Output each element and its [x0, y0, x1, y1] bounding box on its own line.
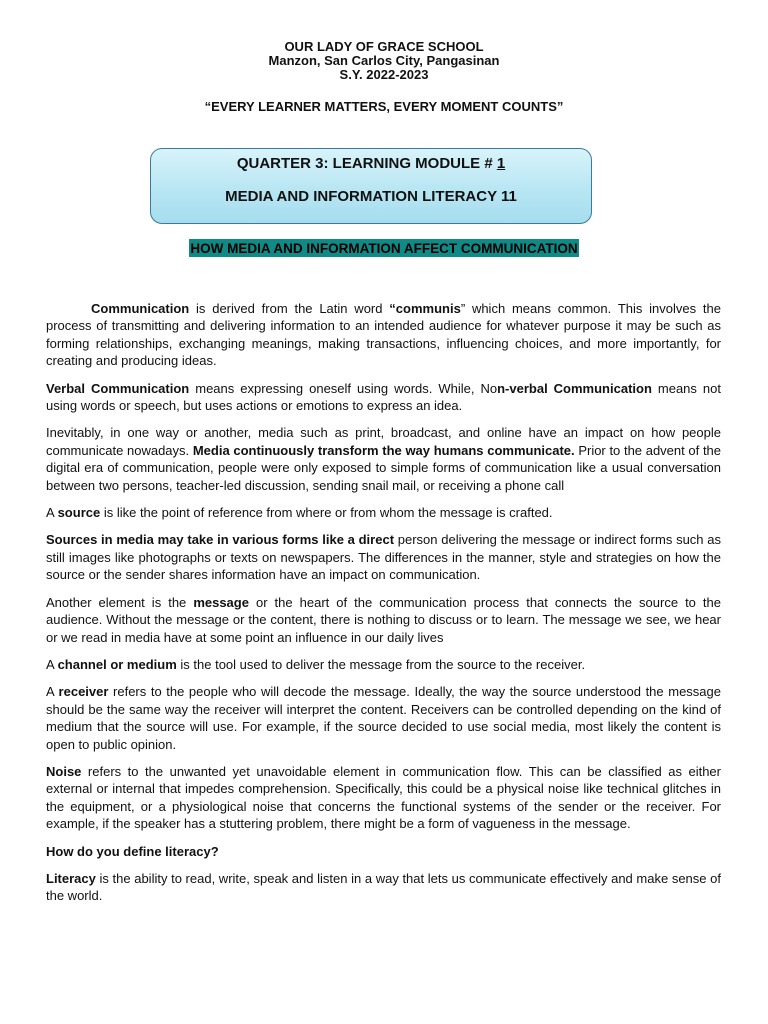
school-year: S.Y. 2022-2023	[339, 67, 429, 82]
term-receiver: receiver	[58, 684, 109, 700]
term-noise: Noise	[46, 763, 82, 779]
paragraph-text: or the heart of the communication process that connects the source to the audience. Without the message or the content, there is nothing to discuss or to learn. The message we see, we hear or we read in media have at some point an influence in our daily lives	[46, 594, 721, 645]
paragraph-text: is like the point of reference from where or from whom the message is crafted.	[100, 505, 553, 521]
paragraph-text: ” which means common. This involves the process of transmitting and delivering information to an intended audience for whatever purpose it may be such as forming relationships, exchanging meanings, making transactions, influencing choices, and more importantly, for creating and producing ideas.	[46, 301, 722, 369]
question-literacy	[46, 843, 721, 860]
paragraph-channel	[46, 656, 721, 673]
module-number: 1	[496, 155, 506, 172]
paragraph-text: A	[46, 505, 58, 521]
school-address: Manzon, San Carlos City, Pangasinan	[268, 53, 500, 68]
paragraph-literacy	[46, 870, 721, 905]
module-quarter-label: QUARTER 3: LEARNING MODULE #	[236, 155, 497, 172]
term-verbal-communication: Verbal Communication	[46, 380, 190, 396]
paragraph-text: Prior to the advent of the digital era of communication, people were only exposed to simple forms of communication like a usual conversation between two persons, teacher-led discussion, sending snail mail, or receiving a phone call	[46, 442, 722, 493]
paragraph-receiver	[46, 683, 721, 753]
emphasis-sources-forms: Sources in media may take in various forms like a direct	[46, 532, 395, 548]
paragraph-text: A	[46, 656, 58, 672]
school-header	[0, 40, 768, 82]
paragraph-media-impact	[46, 424, 721, 494]
lesson-body	[46, 300, 721, 915]
paragraph-text: is the tool used to deliver the message from the source to the receiver.	[176, 656, 586, 672]
paragraph-text: is derived from the Latin word	[189, 301, 390, 316]
paragraph-text: Inevitably, in one way or another, media such as print, broadcast, and online have an impact on how people communicate nowadays.	[46, 425, 721, 458]
paragraph-text: A	[46, 684, 59, 700]
paragraph-text: is the ability to read, write, speak and listen in a way that lets us communicate effectively and make sense of the world.	[46, 870, 721, 904]
paragraph-text: means not using words or speech, but uses actions or emotions to express an idea.	[46, 380, 721, 414]
paragraph-message	[46, 594, 721, 646]
term-message: message	[193, 594, 249, 610]
question-literacy-text: How do you define literacy?	[46, 843, 219, 859]
lesson-title-wrap	[0, 239, 768, 258]
paragraph-text: person delivering the message or indirect forms such as still images like photographs or texts on newspapers. The differences in the manner, style and strategies on how the source or the sender shares information have an impact on communication.	[46, 532, 721, 583]
paragraph-text: means expressing oneself using words. While, No	[189, 380, 498, 396]
paragraph-communication	[46, 300, 721, 370]
term-communis: “communis	[389, 301, 461, 316]
school-name: OUR LADY OF GRACE SCHOOL	[284, 39, 484, 54]
paragraph-source	[46, 504, 721, 521]
paragraph-sources-forms	[46, 531, 721, 583]
term-source: source	[57, 505, 101, 521]
paragraph-noise	[46, 763, 721, 833]
module-subject: MEDIA AND INFORMATION LITERACY 11	[225, 188, 517, 205]
paragraph-text: refers to the people who will decode the message. Ideally, the way the source understood the message should be the same way the receiver will interpret the content. Receivers can be controlled depending on the kind of medium that the source will use. For example, if the source decided to use social media, most likely the content is open to public opinion.	[46, 684, 721, 752]
emphasis-media-transform: Media continuously transform the way humans communicate.	[192, 442, 575, 458]
term-communication: Communication	[91, 301, 190, 316]
term-literacy: Literacy	[46, 870, 96, 886]
term-channel: channel or medium	[57, 656, 177, 672]
module-info-box	[150, 148, 592, 224]
school-motto: “EVERY LEARNER MATTERS, EVERY MOMENT COUNTS”	[204, 99, 564, 114]
paragraph-verbal	[46, 380, 721, 415]
term-nonverbal-communication: n-verbal Communication	[497, 380, 652, 396]
lesson-title: HOW MEDIA AND INFORMATION AFFECT COMMUNICATION	[190, 241, 578, 256]
paragraph-text: Another element is the	[46, 594, 194, 610]
paragraph-text: refers to the unwanted yet unavoidable element in communication flow. This can be classified as either external or internal that impedes comprehension. Specifically, this could be a physical noise like technical glitches in the equipment, or a physiological noise that concerns the functional systems of the sender or the receiver. For example, if the speaker has a stuttering problem, there might be a form of vagueness in the message.	[46, 763, 721, 832]
module-quarter	[151, 155, 591, 172]
